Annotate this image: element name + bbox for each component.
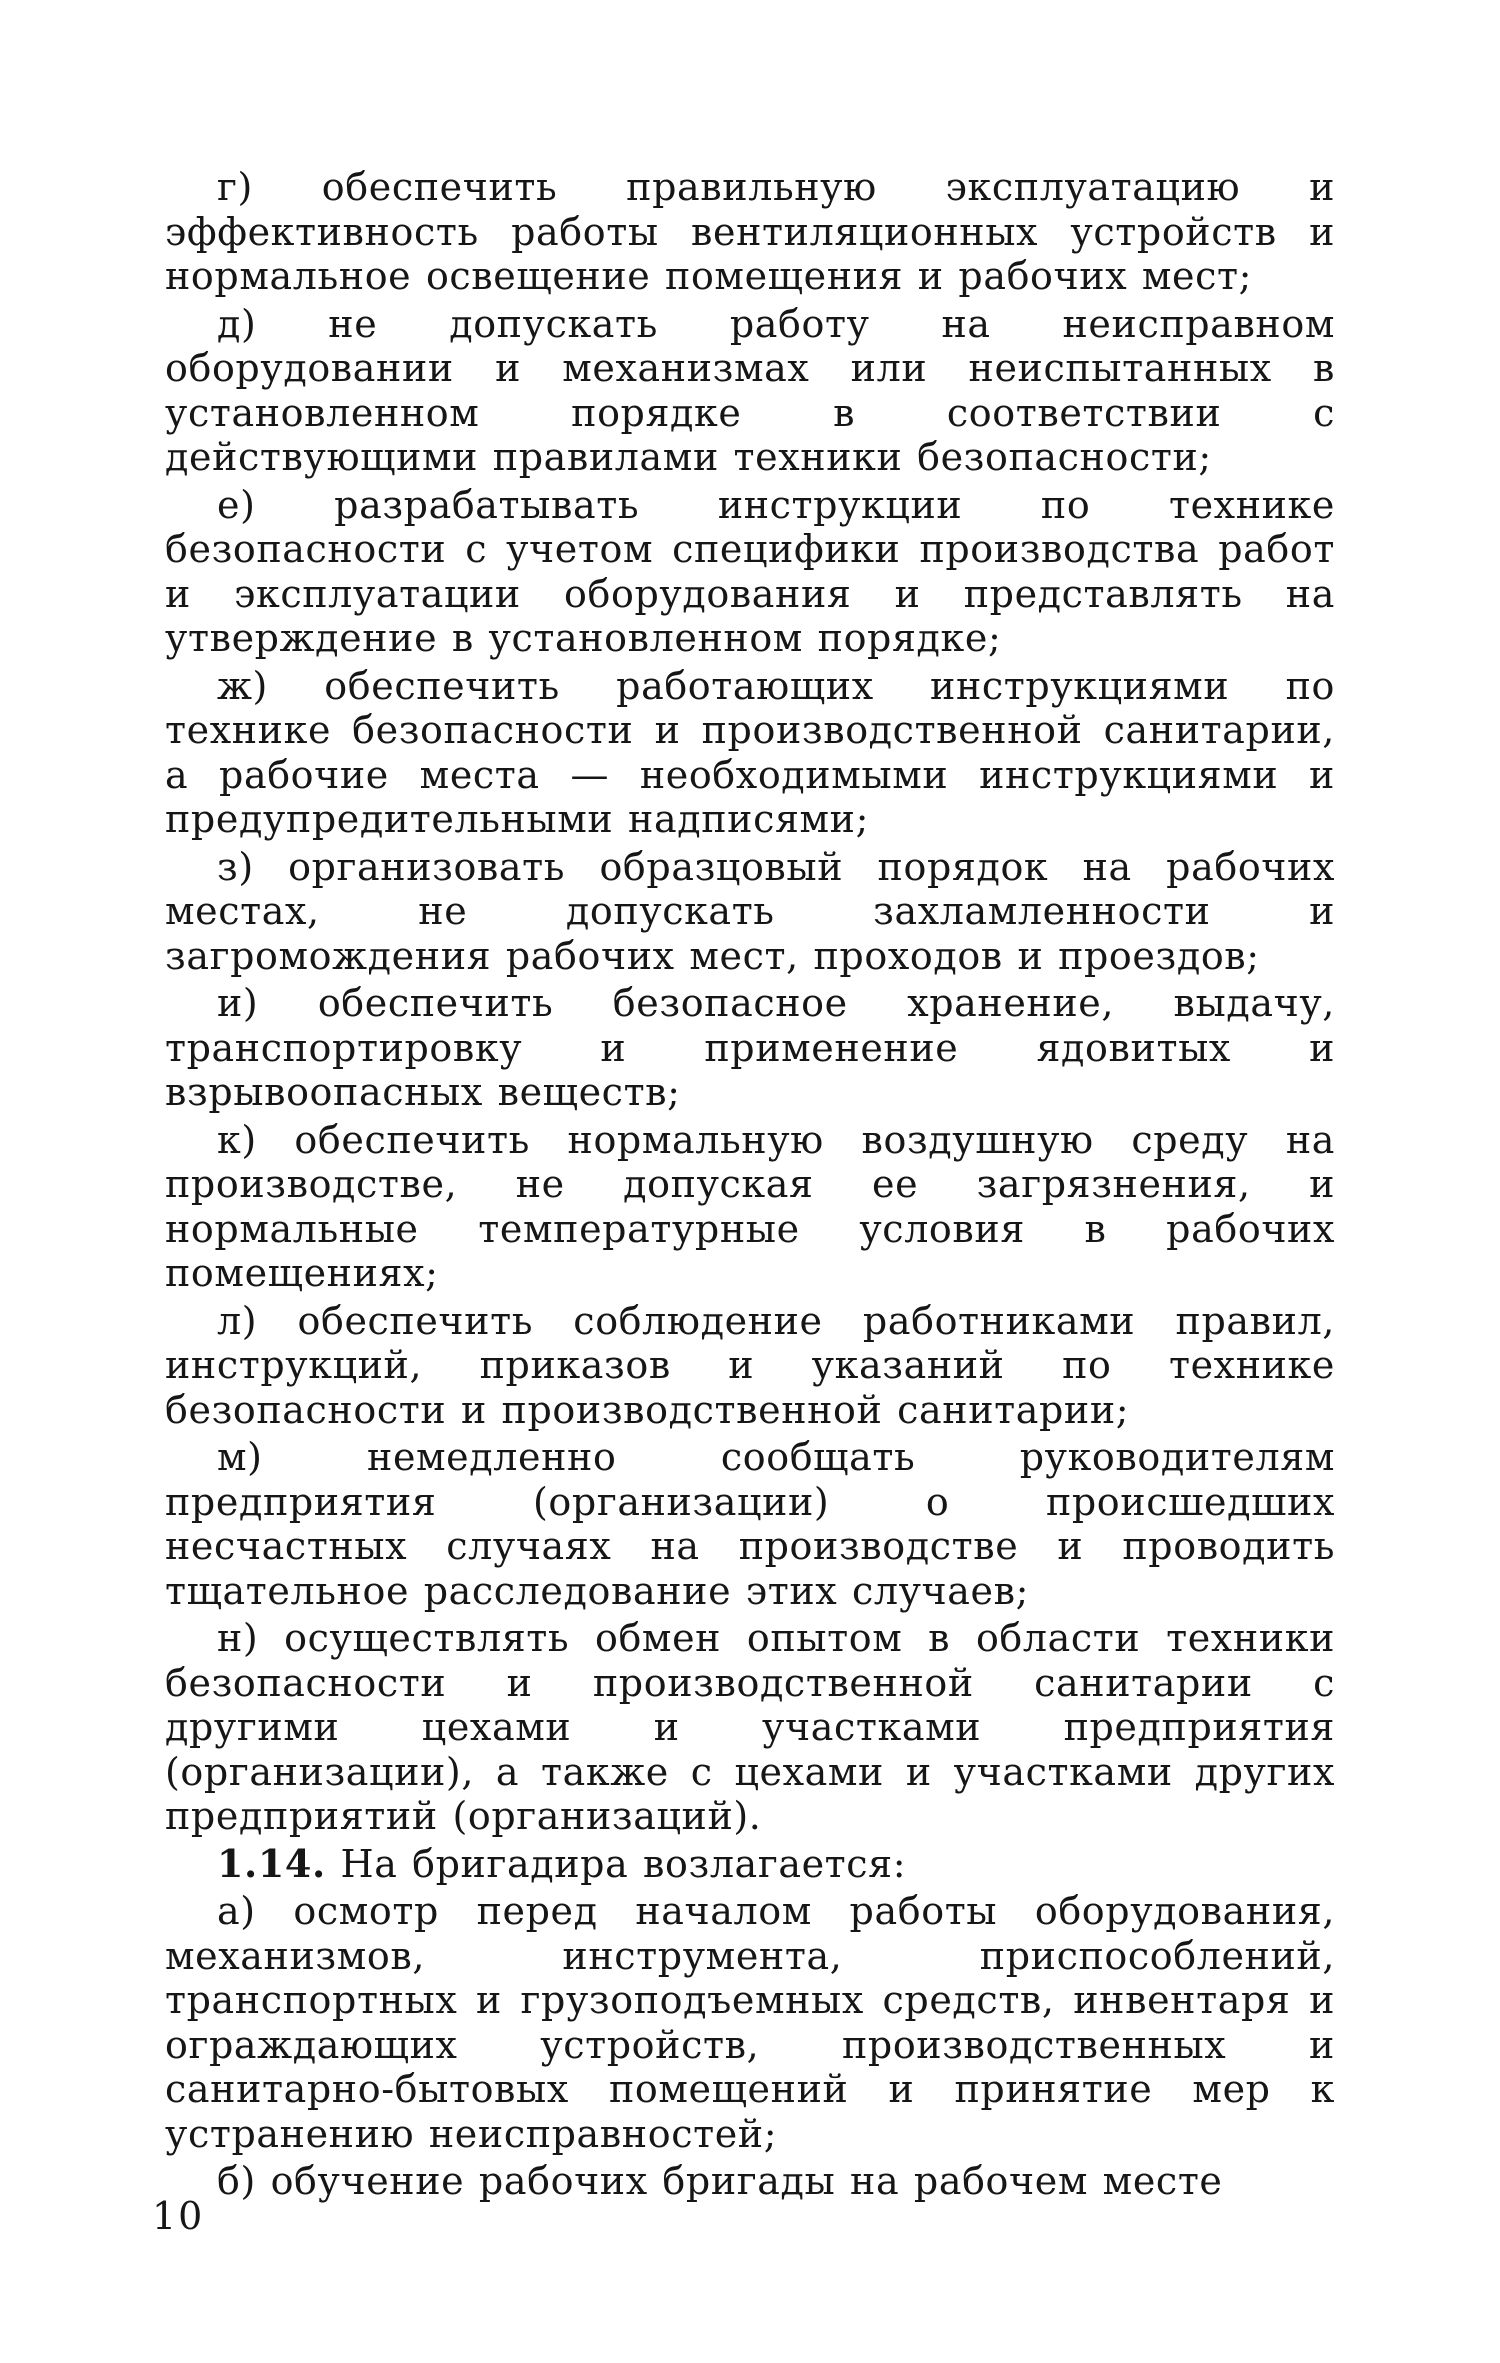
paragraph-text: а) осмотр перед началом работы оборудования, механизмов, инструмента, приспособлений, транспортных и грузоподъемных средств, инвентаря и ограждающих устройств, производственных и санитарно-бытовых помещений и принятие мер к устранению неисправностей; xyxy=(165,1889,1335,2156)
paragraph-text: к) обеспечить нормальную воздушную среду на производстве, не допуская ее загрязнения, и нормальные температурные условия в рабочих помещениях; xyxy=(165,1117,1335,1295)
paragraph-text: л) обеспечить соблюдение работниками правил, инструкций, приказов и указаний по технике безопасности и производственной санитарии; xyxy=(165,1298,1335,1432)
paragraph-item-l xyxy=(165,1299,1335,1433)
body-text xyxy=(165,165,1335,2207)
paragraph-text: г) обеспечить правильную эксплуатацию и эффективность работы вентиляционных устройств и нормальное освещение помещения и рабочих мест; xyxy=(165,165,1335,298)
section-text: На бригадира возлагается: xyxy=(340,1841,907,1886)
paragraph-item-e xyxy=(165,483,1335,661)
paragraph-item-k xyxy=(165,1118,1335,1296)
paragraph-text: е) разрабатывать инструкции по технике безопасности с учетом специфики производства работ и эксплуатации оборудования и представлять на утверждение в установленном порядке; xyxy=(165,482,1335,660)
section-1-14-heading xyxy=(165,1842,1335,1887)
paragraph-item-n xyxy=(165,1616,1335,1839)
paragraph-text: н) осуществлять обмен опытом в области техники безопасности и производственной санитарии с другими цехами и участками предприятия (организации), а также с цехами и участками других предприятий (организаций). xyxy=(165,1616,1335,1838)
paragraph-item-i xyxy=(165,981,1335,1115)
paragraph-text: ж) обеспечить работающих инструкциями по технике безопасности и производственной санитарии, а рабочие места — необходимыми инструкциями и предупредительными надписями; xyxy=(165,663,1335,841)
paragraph-item-d xyxy=(165,302,1335,480)
paragraph-item-m xyxy=(165,1435,1335,1613)
paragraph-text: б) обучение рабочих бригады на рабочем месте xyxy=(217,2159,1223,2203)
paragraph-text: з) организовать образцовый порядок на рабочих местах, не допускать захламленности и загромождения рабочих мест, проходов и проездов; xyxy=(165,844,1335,978)
paragraph-item-zh xyxy=(165,664,1335,842)
paragraph-item-b xyxy=(165,2159,1335,2204)
page-number: 10 xyxy=(152,2194,205,2238)
section-number: 1.14. xyxy=(217,1840,326,1886)
paragraph-item-a xyxy=(165,1889,1335,2156)
paragraph-item-z xyxy=(165,845,1335,979)
paragraph-text: и) обеспечить безопасное хранение, выдачу, транспортировку и применение ядовитых и взрывоопасных веществ; xyxy=(165,981,1335,1114)
paragraph-text: м) немедленно сообщать руководителям предприятия (организации) о происшедших несчастных случаях на производстве и проводить тщательное расследование этих случаев; xyxy=(165,1435,1335,1613)
paragraph-text: д) не допускать работу на неисправном оборудовании и механизмах или неиспытанных в установленном порядке в соответствии с действующими правилами техники безопасности; xyxy=(165,301,1335,479)
paragraph-item-g xyxy=(165,165,1335,299)
